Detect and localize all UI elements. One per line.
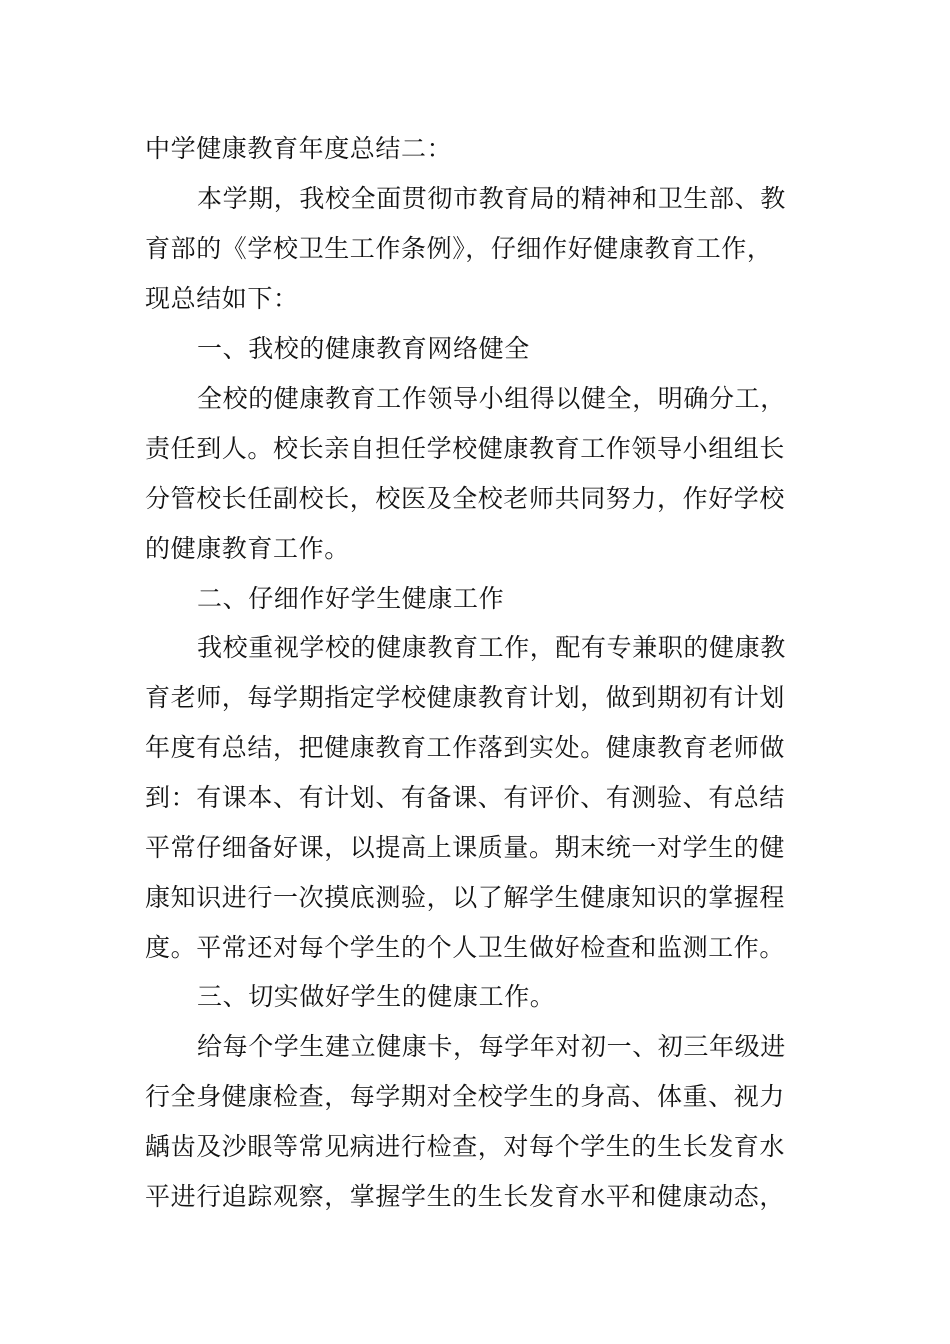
paragraph-line: 责任到人。校长亲自担任学校健康教育工作领导小组组长 xyxy=(145,434,786,463)
section-heading: 二、仔细作好学生健康工作 xyxy=(197,584,505,613)
paragraph-line: 龋齿及沙眼等常见病进行检查，对每个学生的生长发育水 xyxy=(145,1132,786,1161)
paragraph-line: 本学期，我校全面贯彻市教育局的精神和卫生部、教 xyxy=(197,184,786,213)
paragraph-line: 育部的《学校卫生工作条例》，仔细作好健康教育工作， xyxy=(145,234,773,263)
paragraph-line: 育老师，每学期指定学校健康教育计划，做到期初有计划 xyxy=(145,683,786,712)
document-title: 中学健康教育年度总结二： xyxy=(145,134,453,163)
paragraph-line: 现总结如下： xyxy=(145,284,299,313)
paragraph-line: 度。平常还对每个学生的个人卫生做好检查和监测工作。 xyxy=(145,933,786,962)
section-heading: 一、我校的健康教育网络健全 xyxy=(197,334,530,363)
paragraph-line: 的健康教育工作。 xyxy=(145,534,350,563)
paragraph-line: 年度有总结，把健康教育工作落到实处。健康教育老师做 xyxy=(145,733,786,762)
paragraph-line: 我校重视学校的健康教育工作，配有专兼职的健康教 xyxy=(197,633,786,662)
paragraph-line: 平常仔细备好课，以提高上课质量。期末统一对学生的健 xyxy=(145,833,786,862)
paragraph-line: 给每个学生建立健康卡，每学年对初一、初三年级进 xyxy=(197,1032,786,1061)
section-heading: 三、切实做好学生的健康工作。 xyxy=(197,982,556,1011)
paragraph-line: 分管校长任副校长，校医及全校老师共同努力，作好学校 xyxy=(145,484,786,513)
paragraph-line: 康知识进行一次摸底测验，以了解学生健康知识的掌握程 xyxy=(145,883,786,912)
paragraph-line: 全校的健康教育工作领导小组得以健全，明确分工， xyxy=(197,384,786,413)
paragraph-line: 平进行追踪观察，掌握学生的生长发育水平和健康动态， xyxy=(145,1182,786,1211)
paragraph-line: 到：有课本、有计划、有备课、有评价、有测验、有总结 xyxy=(145,783,786,812)
paragraph-line: 行全身健康检查，每学期对全校学生的身高、体重、视力 xyxy=(145,1082,786,1111)
